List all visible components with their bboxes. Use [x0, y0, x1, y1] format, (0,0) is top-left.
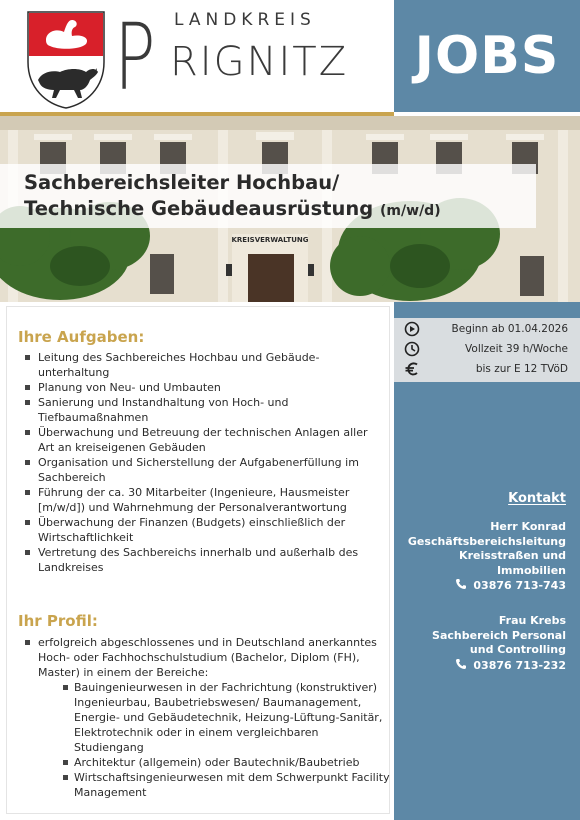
- job-title: [24, 170, 544, 224]
- pay-grade: bis zur E 12 TVöD: [475, 363, 568, 375]
- jobs-title: JOBS: [414, 26, 560, 86]
- list-item: Führung der ca. 30 Mitarbeiter (Ingenieure, Hausmeister [m/w/d]) und Wahrnehmung der Personalverantwortung: [38, 485, 386, 515]
- info-box: [394, 318, 580, 382]
- tasks-list: [38, 350, 386, 575]
- tasks-heading: Ihre Aufgaben:: [18, 328, 145, 346]
- contact-phone[interactable]: 03876 713-232: [473, 658, 566, 672]
- phone-icon: [455, 658, 467, 670]
- profile-heading: Ihr Profil:: [18, 612, 98, 630]
- contact-role: Geschäftsbereichsleitung: [407, 534, 566, 548]
- coat-of-arms-icon: [24, 10, 108, 110]
- contact-name: Frau Krebs: [498, 614, 566, 627]
- list-item: Organisation und Sicherstellung der Aufgabenerfüllung im Sachbereich: [38, 455, 386, 485]
- list-item: Leitung des Sachbereiches Hochbau und Gebäude-unterhaltung: [38, 350, 386, 380]
- job-title-suffix: (m/w/d): [380, 203, 441, 219]
- phone-icon: [455, 578, 467, 590]
- info-pay: [394, 360, 580, 380]
- list-item: Architektur (allgemein) oder Bautechnik/Baubetrieb: [74, 755, 390, 770]
- logo-landkreis: LANDKREIS: [174, 10, 316, 30]
- list-item: Planung von Neu- und Umbauten: [38, 380, 386, 395]
- contact-phone-line: [380, 658, 566, 674]
- contact-phone[interactable]: 03876 713-743: [473, 579, 566, 592]
- profile-list: [38, 635, 390, 800]
- job-title-line1: Sachbereichsleiter Hochbau/: [24, 171, 340, 194]
- job-title-line2-text: Technische Gebäudeausrüstung: [24, 197, 374, 220]
- info-start: [394, 320, 580, 340]
- info-hours: [394, 340, 580, 360]
- list-item: Überwachung und Betreuung der technischen Anlagen aller Art an kreiseigenen Gebäuden: [38, 425, 386, 455]
- job-title-line2: [24, 196, 544, 224]
- logo-letter: P: [114, 4, 156, 111]
- logo-prignitz: RIGNITZ: [170, 39, 349, 85]
- list-item: Vertretung des Sachbereichs innerhalb und außerhalb des Landkreises: [38, 545, 386, 575]
- list-item: Überwachung der Finanzen (Budgets) einschließlich der Wirtschaftlichkeit: [38, 515, 386, 545]
- contact-heading: Kontakt: [508, 491, 566, 506]
- clock-icon: [404, 341, 420, 357]
- header: [0, 0, 580, 112]
- list-item: Bauingenieurwesen in der Fachrichtung (konstruktiver) Ingenieurbau, Baubetriebswesen/ Baumanagement, Energie- und Gebäudetechnik, Heizung-Lüftung-Sanitär, Elektrotechnik oder in einem vergleichbaren Studiengang: [74, 680, 390, 755]
- building-sign: KREISVERWALTUNG: [231, 236, 309, 244]
- contact-role: Immobilien: [496, 563, 566, 577]
- contact-role: Sachbereich Personal: [432, 628, 566, 642]
- jobs-panel: [394, 0, 580, 112]
- start-icon: [404, 321, 420, 337]
- start-date: Beginn ab 01.04.2026: [451, 323, 568, 335]
- profile-main-text: erfolgreich abgeschlossenes und in Deutschland anerkanntes Hoch- oder Fachhochschulstudium (Bachelor, Diplom (FH), Master) in einem der Bereiche:: [38, 636, 377, 679]
- list-item: Sanierung und Instandhaltung von Hoch- und Tiefbaumaßnahmen: [38, 395, 386, 425]
- working-hours: Vollzeit 39 h/Woche: [465, 343, 568, 355]
- profile-sub-list: [74, 680, 390, 800]
- contact-name: Herr Konrad: [490, 520, 566, 533]
- contact-phone-line: [380, 578, 566, 594]
- contact-role: Kreisstraßen und: [459, 549, 566, 562]
- logo-wordmark: [112, 4, 392, 111]
- list-item: Wirtschaftsingenieurwesen mit dem Schwerpunkt Facility Management: [74, 771, 390, 799]
- contact-krebs: [380, 614, 566, 673]
- contact-role: und Controlling: [469, 643, 566, 656]
- list-item: [38, 635, 390, 800]
- contact-konrad: [380, 520, 566, 594]
- euro-icon: [404, 361, 420, 377]
